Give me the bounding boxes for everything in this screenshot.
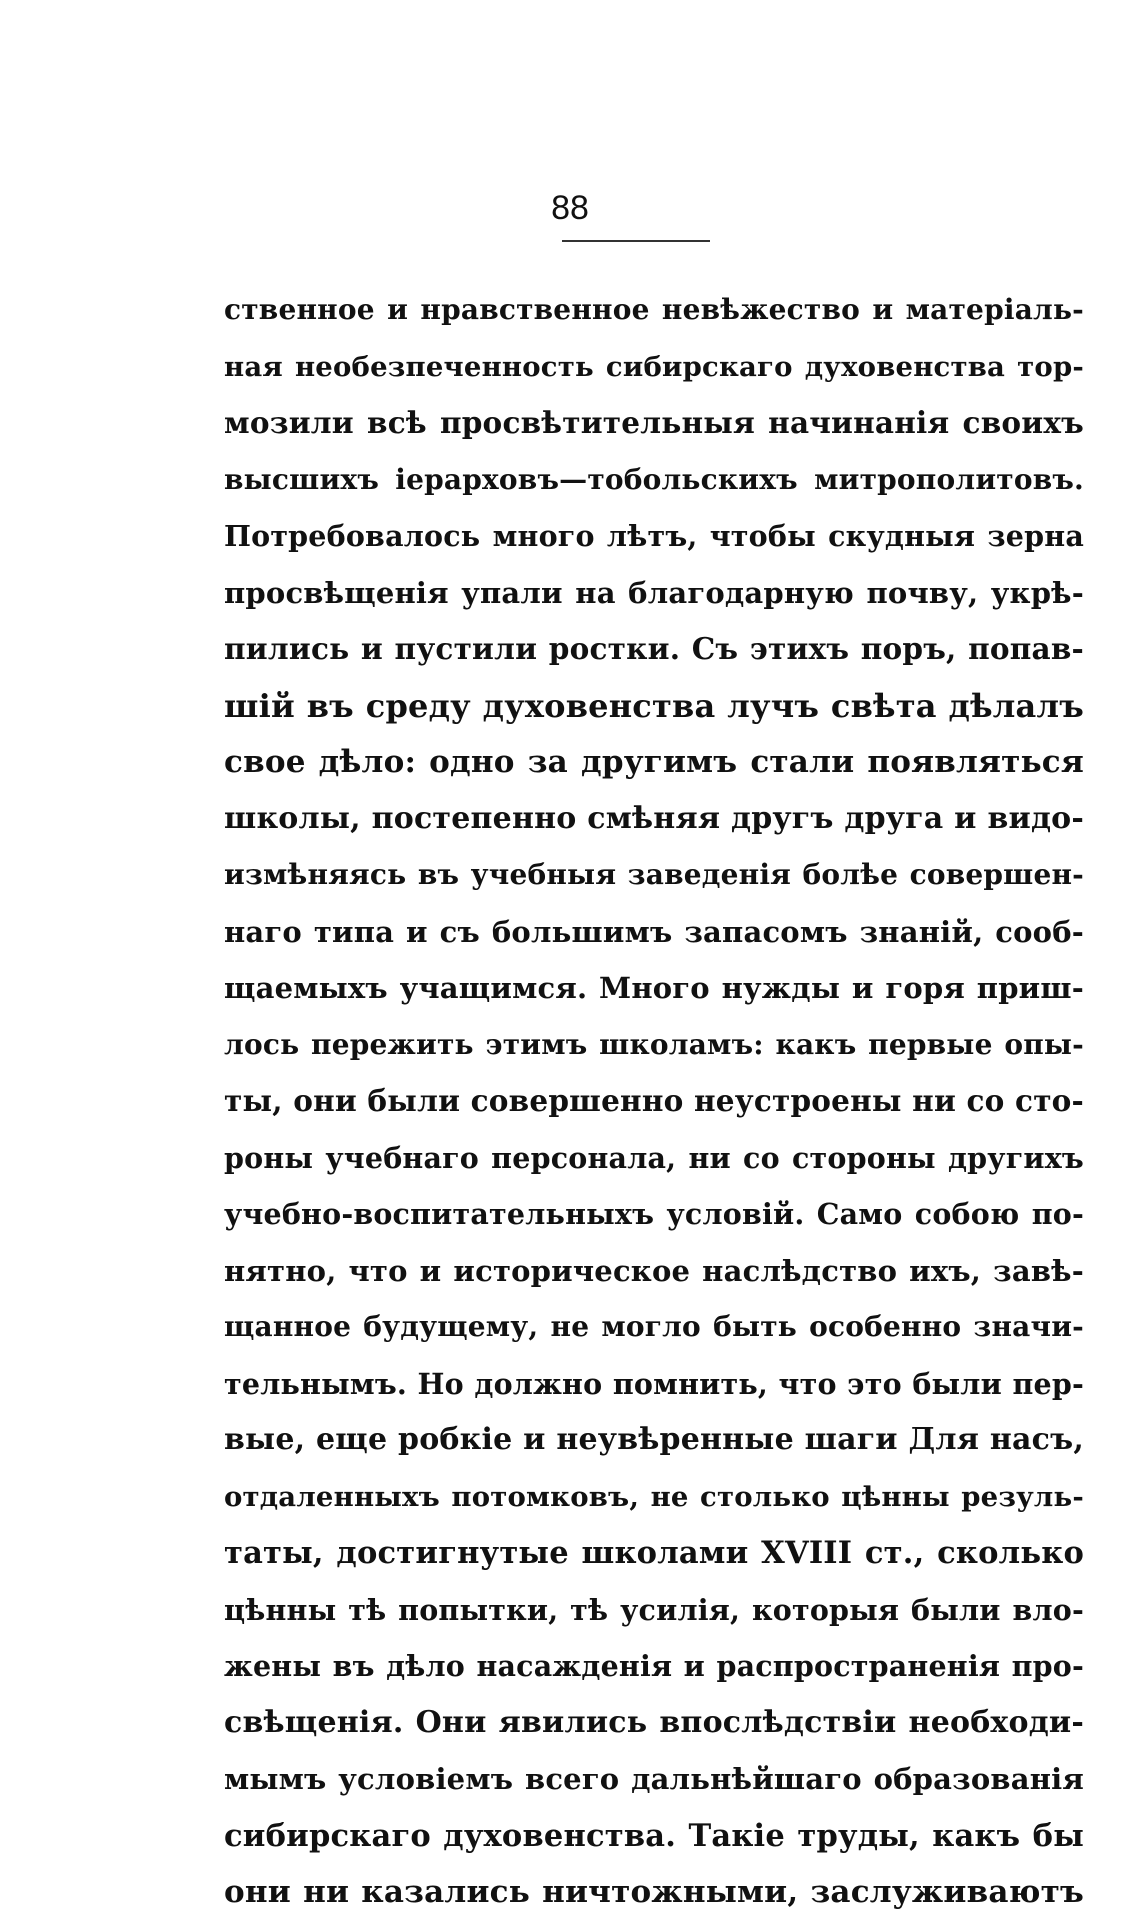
text-line: нятно, что и историческое наслѣдство ихъ, завѣ- [224, 1253, 1084, 1288]
text-line: шій въ среду духовенства лучъ свѣта дѣлалъ [224, 686, 1084, 725]
text-line: щанное будущему, не могло быть особенно значи- [224, 1310, 1084, 1343]
text-line: пились и пустили ростки. Съ этихъ поръ, попав- [224, 631, 1084, 666]
text-line: сибирскаго духовенства. Такіе труды, какъ бы [224, 1817, 1084, 1854]
text-line: учебно-воспитательныхъ условій. Само собою по- [224, 1197, 1084, 1231]
text-line: высшихъ іерарховъ—тобольскихъ митрополитовъ. [224, 462, 1084, 496]
text-line: свое дѣло: одно за другимъ стали появляться [224, 744, 1084, 780]
text-line: мымъ условіемъ всего дальнѣйшаго образованія [224, 1762, 1084, 1796]
text-line: таты, достигнутые школами XVIII ст., сколько [224, 1535, 1084, 1571]
text-line: вые, еще робкіе и неувѣренные шаги Для насъ, [224, 1422, 1084, 1457]
text-line: измѣняясь въ учебныя заведенія болѣе совершен- [224, 858, 1084, 891]
text-line: роны учебнаго персонала, ни со стороны другихъ [224, 1140, 1084, 1175]
text-line: цѣнны тѣ попытки, тѣ усилія, которыя были вло- [224, 1592, 1084, 1627]
text-line: ты, они были совершенно неустроены ни со сто- [224, 1083, 1084, 1118]
text-line: ная необезпеченность сибирскаго духовенства тор- [224, 350, 1084, 383]
text-line: они ни казались ничтожными, заслуживаютъ [224, 1874, 1084, 1910]
text-line: отдаленныхъ потомковъ, не столько цѣнны резуль- [224, 1480, 1084, 1513]
body-text [224, 282, 1084, 1921]
page-number: 88 [551, 189, 589, 227]
text-line: тельнымъ. Но должно помнить, что это были пер- [224, 1366, 1084, 1401]
text-line: свѣщенія. Они явились впослѣдствіи необходи- [224, 1704, 1084, 1740]
text-line: наго типа и съ большимъ запасомъ знаній, сооб- [224, 914, 1084, 949]
text-line: ственное и нравственное невѣжество и матеріаль- [224, 293, 1084, 326]
text-line: школы, постепенно смѣняя другъ друга и видо- [224, 800, 1084, 836]
page-number-rule [562, 240, 710, 242]
text-line: Потребовалось много лѣтъ, чтобы скудныя зерна [224, 519, 1084, 553]
text-line: просвѣщенія упали на благодарную почву, укрѣ- [224, 575, 1084, 610]
text-line: мозили всѣ просвѣтительныя начинанія своихъ [224, 405, 1084, 440]
text-line: лось пережить этимъ школамъ: какъ первые опы- [224, 1027, 1084, 1061]
text-line: жены въ дѣло насажденія и распространенія про- [224, 1649, 1084, 1683]
text-line: щаемыхъ учащимся. Много нужды и горя приш- [224, 971, 1084, 1005]
